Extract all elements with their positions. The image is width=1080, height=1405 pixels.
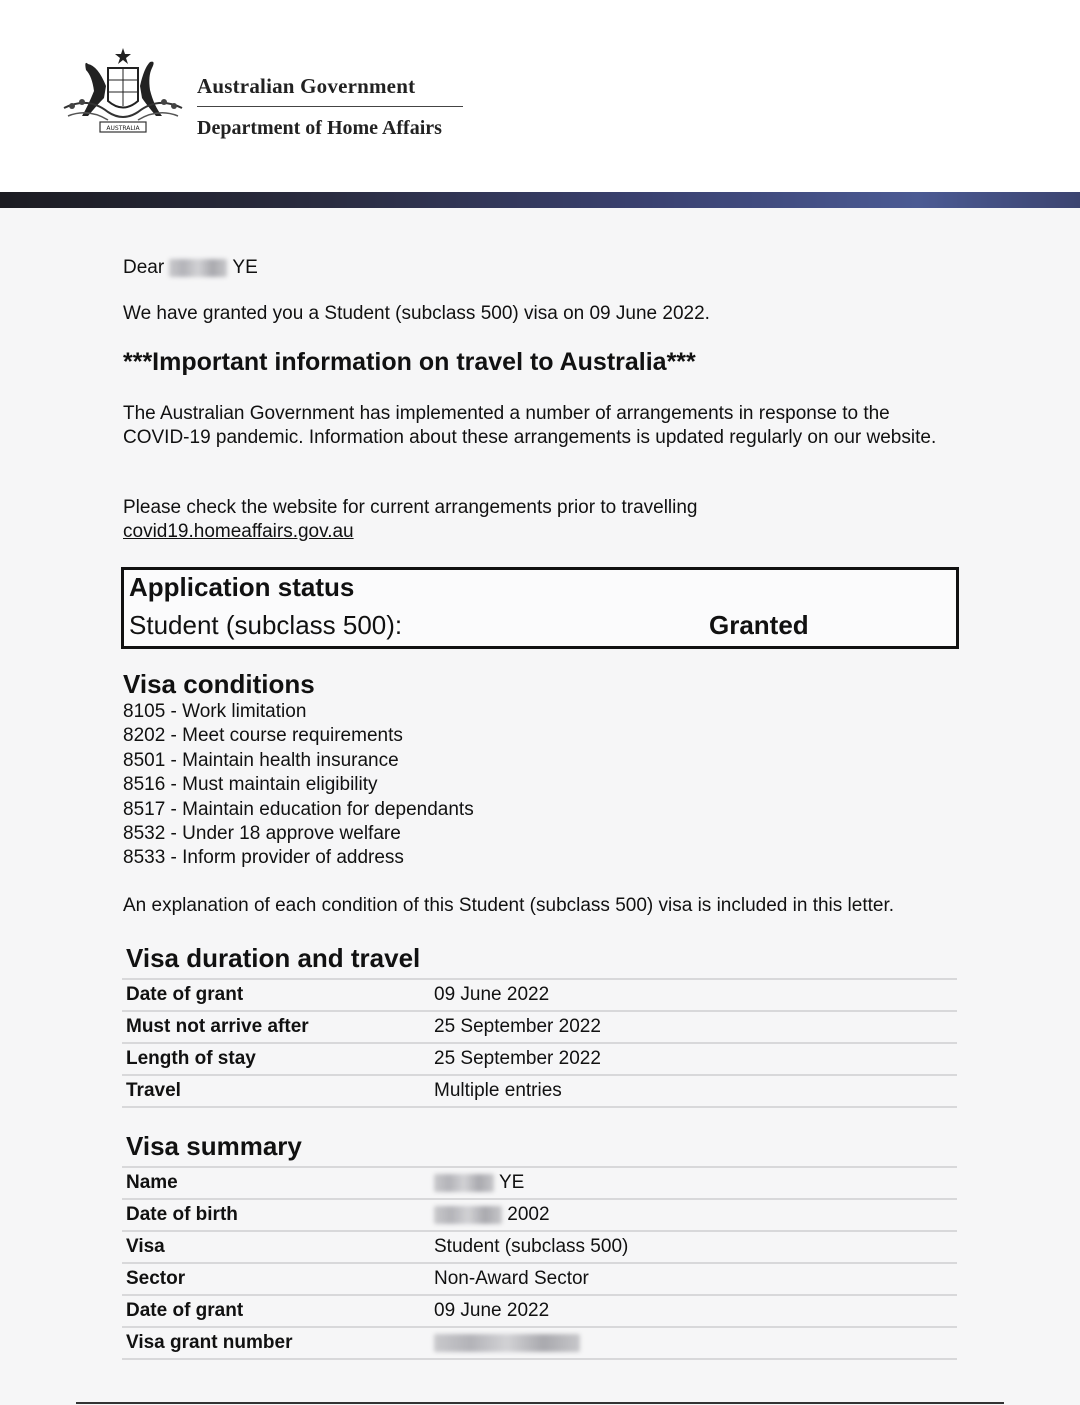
letterhead — [0, 0, 1080, 192]
table-row — [122, 1167, 957, 1199]
table-row — [122, 1263, 957, 1295]
summary-title: Visa summary — [126, 1131, 302, 1161]
condition-item: 8533 - Inform provider of address — [123, 847, 404, 869]
row-value: 25 September 2022 — [430, 1043, 957, 1075]
table-row — [122, 1011, 957, 1043]
condition-item: 8516 - Must maintain eligibility — [123, 774, 378, 796]
table-row — [122, 1327, 957, 1359]
status-title: Application status — [129, 572, 355, 602]
row-value: 25 September 2022 — [430, 1011, 957, 1043]
redacted-birth-day-month — [434, 1206, 502, 1224]
row-value: 09 June 2022 — [430, 1295, 957, 1327]
greeting — [123, 256, 258, 280]
name-surname: YE — [498, 1172, 525, 1193]
row-key: Date of birth — [122, 1199, 430, 1231]
letterhead-divider — [197, 106, 463, 107]
row-key: Must not arrive after — [122, 1011, 430, 1043]
condition-item: 8532 - Under 18 approve welfare — [123, 823, 401, 845]
condition-item: 8517 - Maintain education for dependants — [123, 798, 474, 820]
birth-year: 2002 — [507, 1204, 550, 1225]
conditions-explanation: An explanation of each condition of this Student (subclass 500) visa is included in this letter. — [123, 895, 895, 916]
row-key: Visa — [122, 1231, 430, 1263]
table-row — [122, 1231, 957, 1263]
condition-item: 8202 - Meet course requirements — [123, 725, 403, 747]
duration-table — [122, 978, 957, 1108]
conditions-title: Visa conditions — [123, 669, 315, 699]
covid-paragraph: The Australian Government has implemented a number of arrangements in response to the COVID-19 pandemic. Information about these arrangements is updated regularly on our website. — [123, 403, 937, 448]
greeting-surname: YE — [232, 257, 258, 278]
footer-divider — [76, 1402, 1004, 1404]
grant-sentence: We have granted you a Student (subclass 500) visa on 09 June 2022. — [123, 303, 710, 324]
duration-title: Visa duration and travel — [126, 943, 421, 973]
government-name: Australian Government — [197, 74, 416, 98]
row-value-dob — [430, 1199, 957, 1231]
crest-scroll-text: AUSTRALIA — [106, 125, 140, 132]
greeting-prefix: Dear — [123, 257, 165, 278]
row-value: Multiple entries — [430, 1075, 957, 1107]
status-label: Student (subclass 500): — [129, 610, 403, 640]
coat-of-arms-logo — [58, 46, 188, 146]
table-row — [122, 979, 957, 1011]
row-value-grant-number — [430, 1327, 957, 1359]
status-value: Granted — [709, 610, 809, 640]
row-key: Visa grant number — [122, 1327, 430, 1359]
row-value: 09 June 2022 — [430, 979, 957, 1011]
row-value: Non-Award Sector — [430, 1263, 957, 1295]
redacted-given-name — [434, 1174, 494, 1192]
row-key: Date of grant — [122, 1295, 430, 1327]
row-key: Travel — [122, 1075, 430, 1107]
important-heading: ***Important information on travel to Australia*** — [123, 348, 696, 376]
table-row — [122, 1295, 957, 1327]
row-key: Length of stay — [122, 1043, 430, 1075]
application-status-box — [121, 567, 959, 649]
header-band — [0, 192, 1080, 208]
redacted-given-name — [169, 259, 227, 277]
table-row — [122, 1075, 957, 1107]
row-key: Sector — [122, 1263, 430, 1295]
table-row — [122, 1199, 957, 1231]
check-website-sentence: Please check the website for current arrangements prior to travelling — [123, 497, 698, 518]
department-name: Department of Home Affairs — [197, 117, 442, 139]
redacted-grant-number — [434, 1334, 580, 1352]
condition-item: 8501 - Maintain health insurance — [123, 749, 399, 771]
row-value: Student (subclass 500) — [430, 1231, 957, 1263]
row-value-name — [430, 1167, 957, 1199]
row-key: Date of grant — [122, 979, 430, 1011]
row-key: Name — [122, 1167, 430, 1199]
table-row — [122, 1043, 957, 1075]
conditions-list — [123, 700, 474, 871]
summary-table — [122, 1166, 957, 1360]
condition-item: 8105 - Work limitation — [123, 701, 307, 722]
covid-website-link[interactable]: covid19.homeaffairs.gov.au — [123, 521, 354, 542]
